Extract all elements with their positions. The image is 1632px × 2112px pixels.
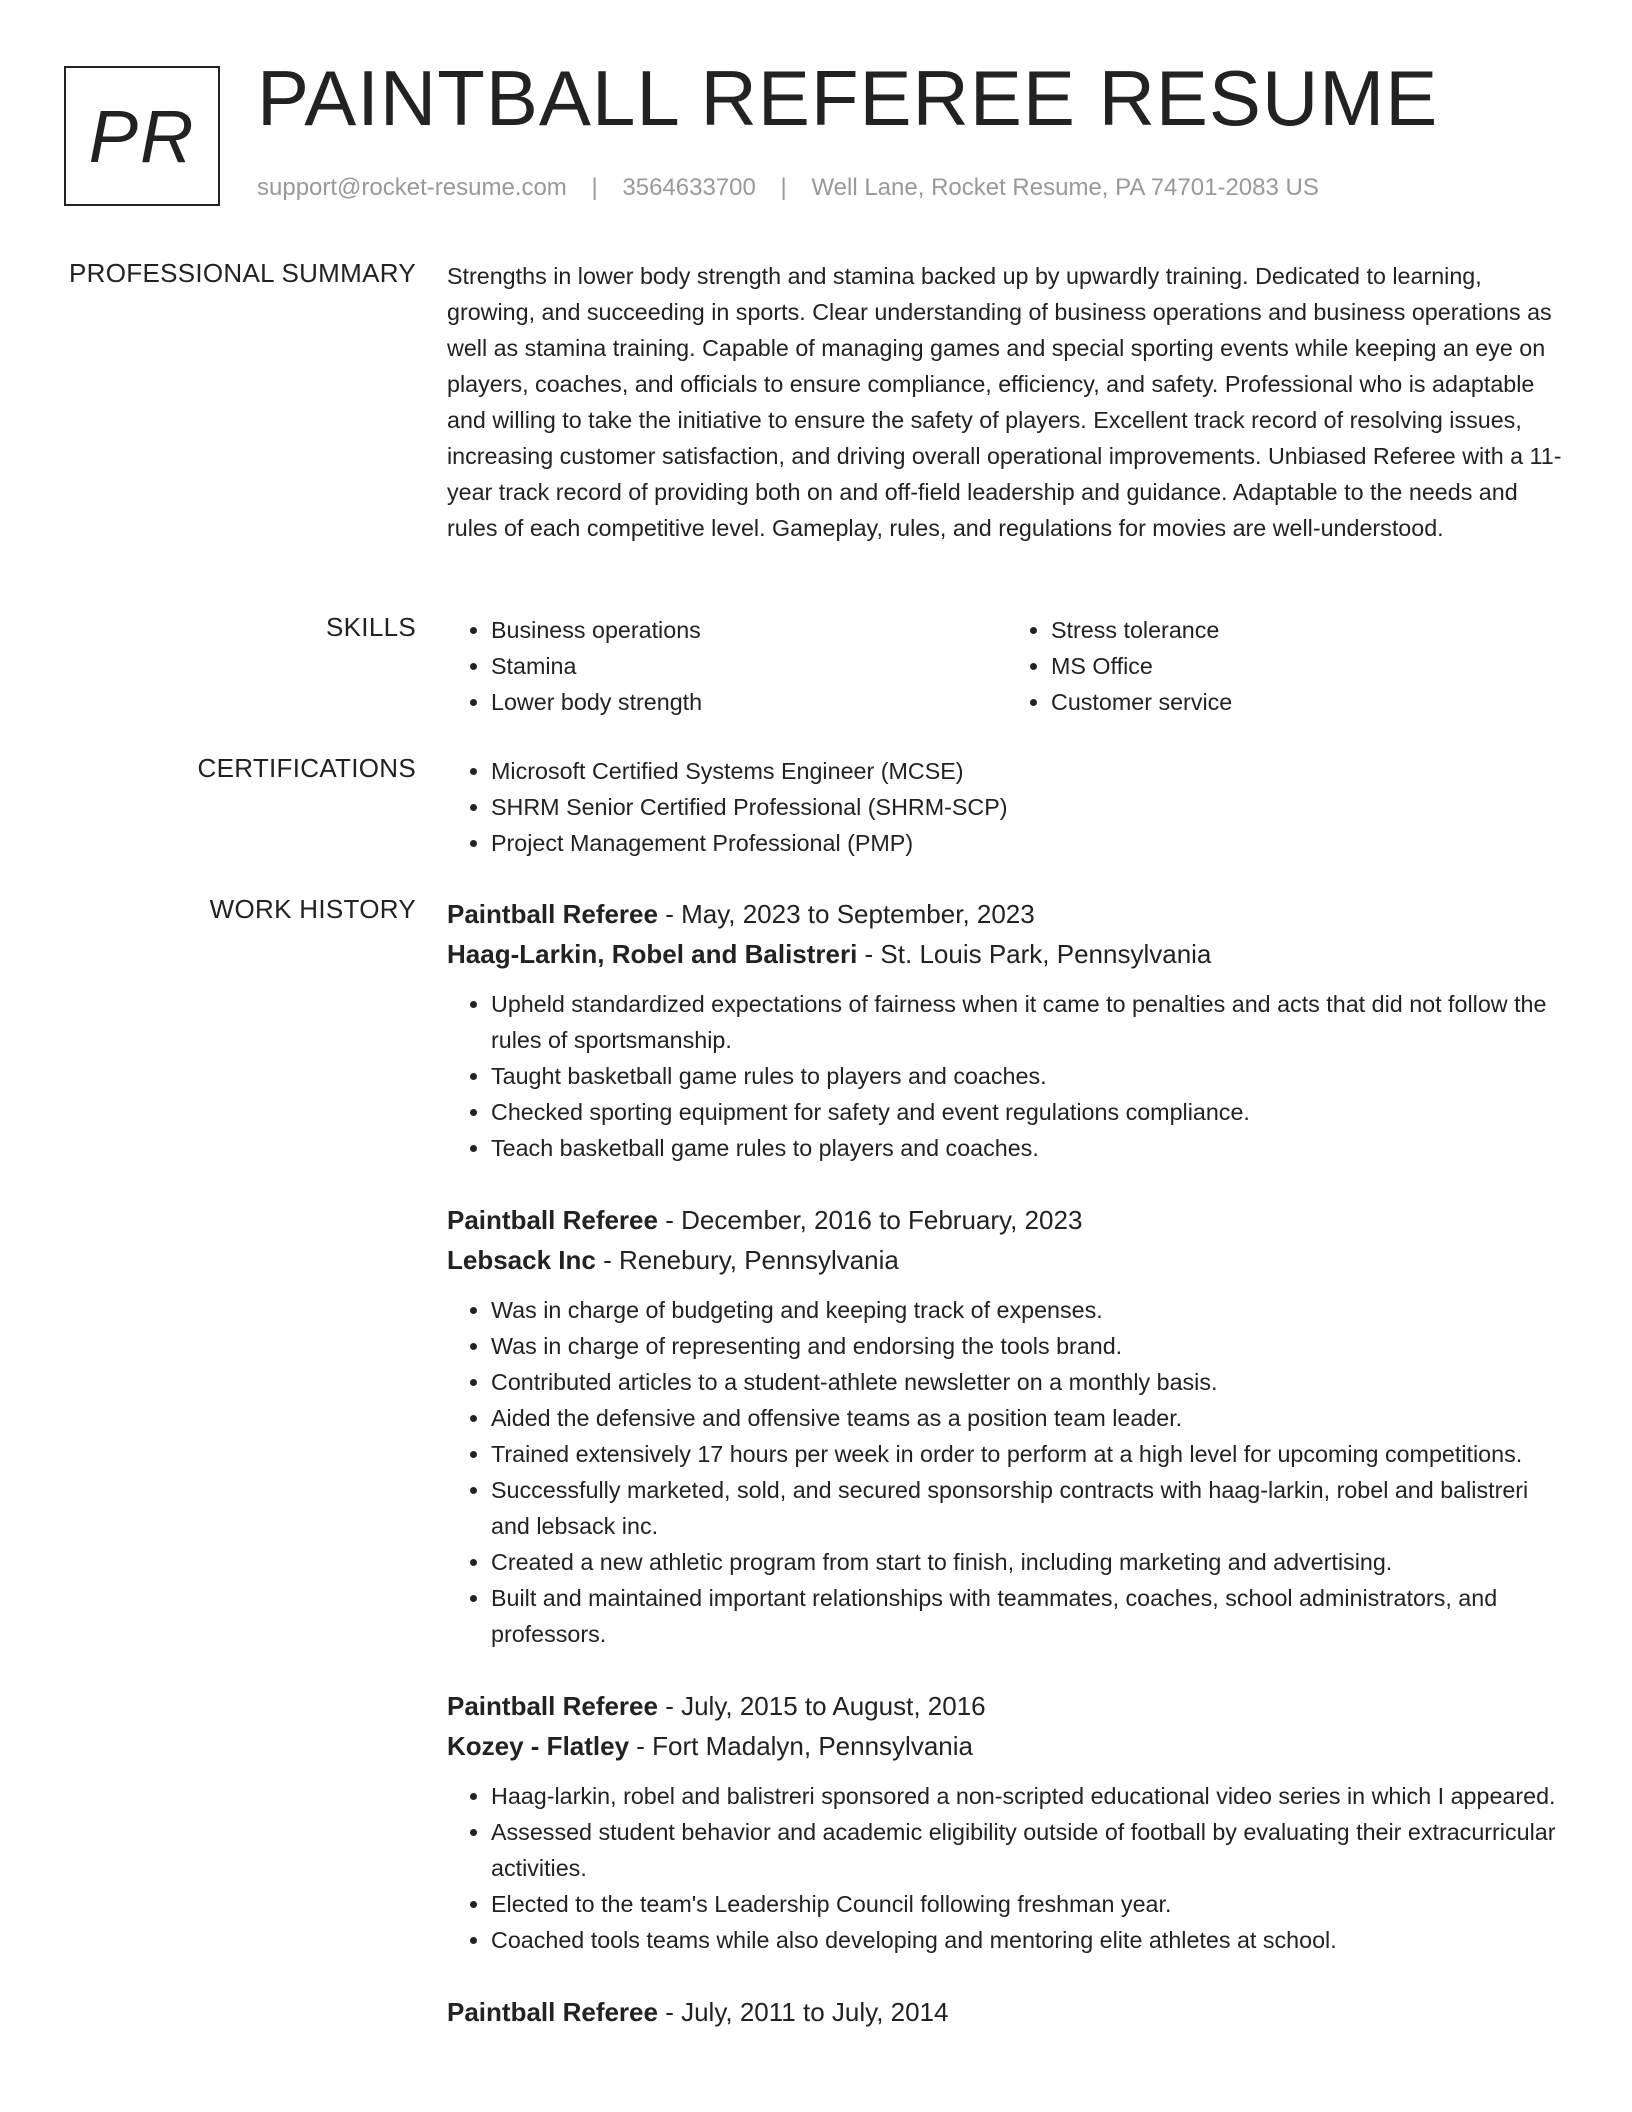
job-bullet: • Coached tools teams while also developing and mentoring elite athletes at school. xyxy=(491,1922,1567,1958)
contact-address: Well Lane, Rocket Resume, PA 74701-2083 US xyxy=(811,174,1319,201)
job-bullet: • Aided the defensive and offensive teams as a position team leader. xyxy=(491,1400,1567,1436)
job-bullet: • Was in charge of representing and endorsing the tools brand. xyxy=(491,1328,1567,1364)
job-entry xyxy=(447,1200,1567,1652)
monogram-text: PR xyxy=(88,94,196,178)
work-history-heading: WORK HISTORY xyxy=(209,894,416,924)
certifications-list xyxy=(447,753,1567,861)
job-title: Paintball Referee xyxy=(447,1205,658,1235)
job-bullet: • Assessed student behavior and academic eligibility outside of football by evaluating their extracurricular activities. xyxy=(491,1814,1567,1886)
job-bullet: • Haag-larkin, robel and balistreri sponsored a non-scripted educational video series in which I appeared. xyxy=(491,1778,1567,1814)
job-bullet: • Taught basketball game rules to players and coaches. xyxy=(491,1058,1567,1094)
job-company-line xyxy=(447,1240,1567,1280)
contact-separator: | xyxy=(591,174,598,201)
skills-grid xyxy=(447,612,1567,720)
job-bullets xyxy=(447,986,1567,1166)
job-bullet: • Created a new athletic program from start to finish, including marketing and advertising. xyxy=(491,1544,1567,1580)
skills-heading: SKILLS xyxy=(326,612,416,642)
summary-text: Strengths in lower body strength and stamina backed up by upwardly training. Dedicated to learning, growing, and succeeding in sports. Clear understanding of business operations and business operations as well as stamina training. Capable of managing games and special sporting events while keeping an eye on players, coaches, and officials to ensure compliance, efficiency, and safety. Professional who is adaptable and willing to take the initiative to ensure the safety of players. Excellent track record of resolving issues, increasing customer satisfaction, and driving overall operational improvements. Unbiased Referee with a 11-year track record of providing both on and off-field leadership and guidance. Adaptable to the needs and rules of each competitive level. Gameplay, rules, and regulations for movies are well-understood. xyxy=(447,263,1562,541)
job-location: - Renebury, Pennsylvania xyxy=(595,1245,899,1275)
job-location: - St. Louis Park, Pennsylvania xyxy=(857,939,1212,969)
skill-item: • Customer service xyxy=(1051,684,1567,720)
job-title-line xyxy=(447,894,1567,934)
job-bullet: • Built and maintained important relationships with teammates, coaches, school administrators, and professors. xyxy=(491,1580,1567,1652)
job-company: Lebsack Inc xyxy=(447,1245,596,1275)
job-title: Paintball Referee xyxy=(447,1691,658,1721)
skills-body xyxy=(447,612,1567,720)
job-company: Kozey - Flatley xyxy=(447,1731,630,1761)
certification-item: • Project Management Professional (PMP) xyxy=(491,825,1567,861)
contact-separator: | xyxy=(780,174,787,201)
job-bullets xyxy=(447,1778,1567,1958)
certifications-body xyxy=(447,753,1567,861)
job-bullet: • Successfully marketed, sold, and secured sponsorship contracts with haag-larkin, robel and balistreri and lebsack inc. xyxy=(491,1472,1567,1544)
summary-heading: PROFESSIONAL SUMMARY xyxy=(69,258,416,288)
skill-item: • Stress tolerance xyxy=(1051,612,1567,648)
job-title-line xyxy=(447,1200,1567,1240)
job-entry xyxy=(447,894,1567,1166)
skill-item: • MS Office xyxy=(1051,648,1567,684)
job-bullet: • Trained extensively 17 hours per week in order to perform at a high level for upcoming competitions. xyxy=(491,1436,1567,1472)
job-bullet: • Checked sporting equipment for safety and event regulations compliance. xyxy=(491,1094,1567,1130)
job-title: Paintball Referee xyxy=(447,1997,658,2027)
job-entry xyxy=(447,1992,1567,2032)
job-dates: - May, 2023 to September, 2023 xyxy=(657,899,1035,929)
contact-phone[interactable]: 3564633700 xyxy=(622,174,756,201)
job-bullet: • Upheld standardized expectations of fairness when it came to penalties and acts that did not follow the rules of sportsmanship. xyxy=(491,986,1567,1058)
job-bullet: • Contributed articles to a student-athlete newsletter on a monthly basis. xyxy=(491,1364,1567,1400)
work-history-body xyxy=(447,894,1567,2066)
job-company-line xyxy=(447,1726,1567,1766)
resume-title: PAINTBALL REFEREE RESUME xyxy=(257,54,1439,142)
job-title: Paintball Referee xyxy=(447,899,658,929)
skills-list-left xyxy=(447,612,1007,720)
skill-item: • Stamina xyxy=(491,648,1007,684)
summary-body xyxy=(447,258,1567,546)
contact-email[interactable]: support@rocket-resume.com xyxy=(257,174,567,201)
job-entry xyxy=(447,1686,1567,1958)
job-dates: - July, 2011 to July, 2014 xyxy=(657,1997,949,2027)
job-title-line xyxy=(447,1992,1567,2032)
job-bullets xyxy=(447,1292,1567,1652)
job-bullet: • Teach basketball game rules to players and coaches. xyxy=(491,1130,1567,1166)
contact-line xyxy=(257,174,1319,202)
skill-item: • Business operations xyxy=(491,612,1007,648)
job-title-line xyxy=(447,1686,1567,1726)
job-dates: - July, 2015 to August, 2016 xyxy=(657,1691,986,1721)
certification-item: • Microsoft Certified Systems Engineer (MCSE) xyxy=(491,753,1567,789)
job-location: - Fort Madalyn, Pennsylvania xyxy=(629,1731,973,1761)
monogram-badge xyxy=(64,66,220,206)
job-bullet: • Elected to the team's Leadership Council following freshman year. xyxy=(491,1886,1567,1922)
job-dates: - December, 2016 to February, 2023 xyxy=(657,1205,1083,1235)
job-company-line xyxy=(447,934,1567,974)
skills-list-right xyxy=(1007,612,1567,720)
job-company: Haag-Larkin, Robel and Balistreri xyxy=(447,939,858,969)
skill-item: • Lower body strength xyxy=(491,684,1007,720)
certifications-heading: CERTIFICATIONS xyxy=(197,753,416,783)
certification-item: • SHRM Senior Certified Professional (SHRM-SCP) xyxy=(491,789,1567,825)
job-bullet: • Was in charge of budgeting and keeping track of expenses. xyxy=(491,1292,1567,1328)
